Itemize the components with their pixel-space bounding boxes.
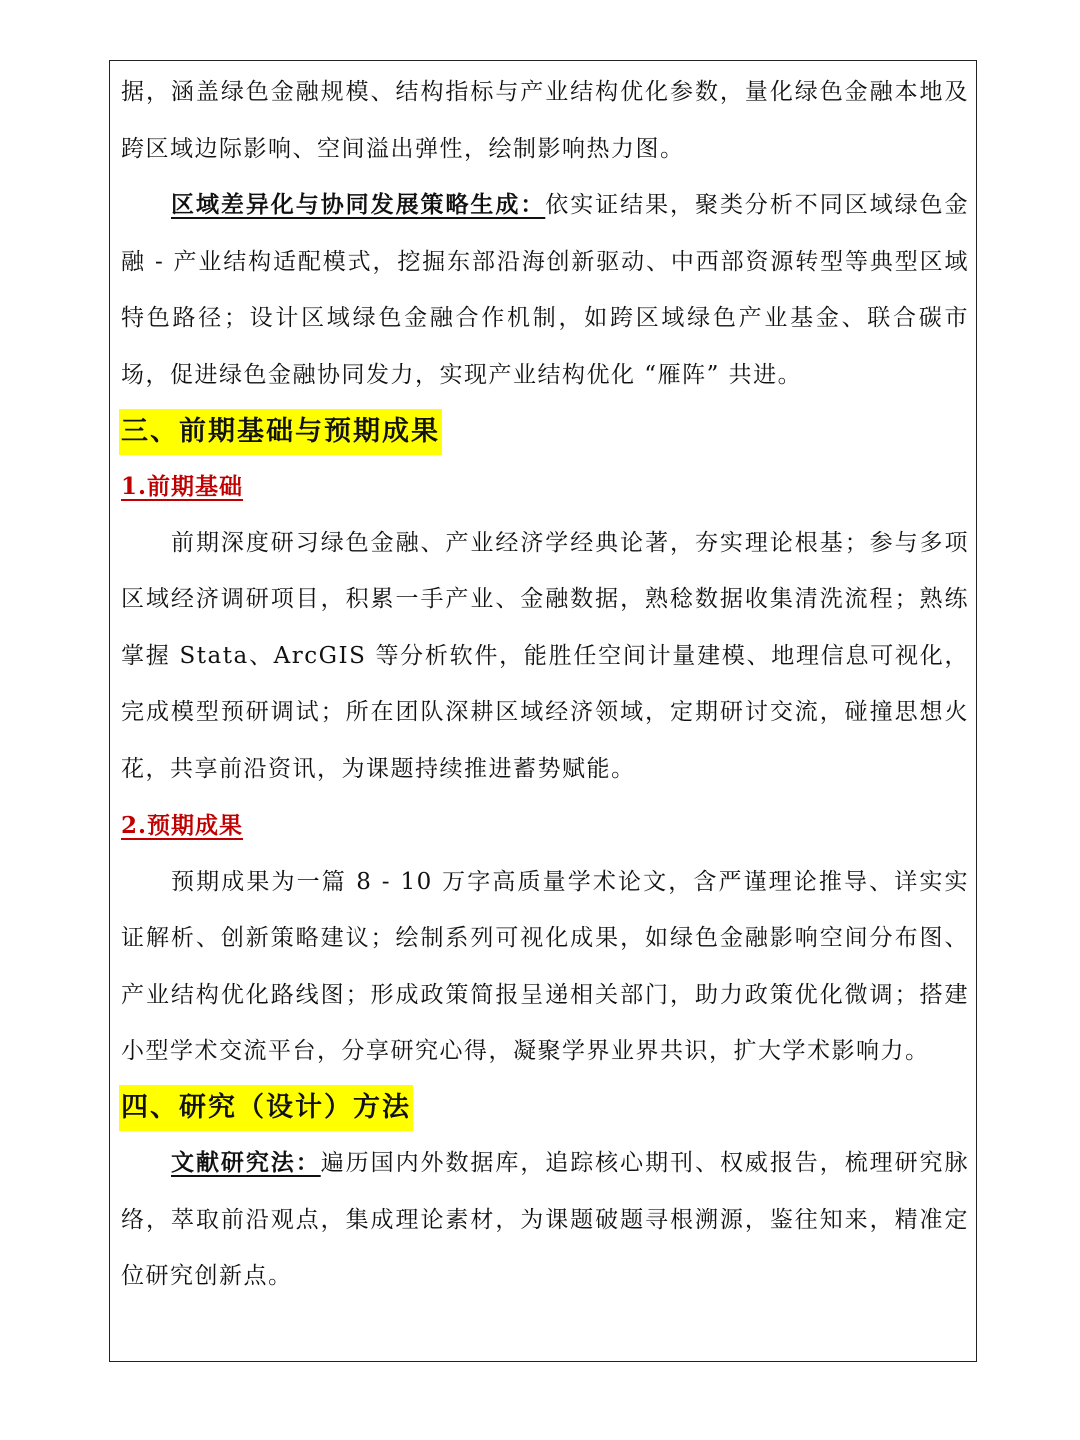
continuation-paragraph: 据，涵盖绿色金融规模、结构指标与产业结构优化参数，量化绿色金融本地及跨区域边际影响、空间溢出弹性，绘制影响热力图。 (121, 79, 969, 162)
outcomes-paragraph: 预期成果为一篇 8 - 10 万字高质量学术论文，含严谨理论推导、详实实证解析、创新策略建议；绘制系列可视化成果，如绿色金融影响空间分布图、产业结构优化路线图；形成政策简报呈递相关部门，助力政策优化微调；搭建小型学术交流平台，分享研究心得，凝聚学界业界共识，扩大学术影响力。 (121, 868, 969, 1065)
strategy-paragraph (121, 177, 969, 403)
literature-lead: 文献研究法： (171, 1148, 321, 1176)
section-4-heading: 四、研究（设计）方法 (119, 1085, 413, 1131)
document-body (121, 64, 969, 1305)
outcomes-subheading: 2.预期成果 (121, 811, 244, 839)
literature-text: 遍历国内外数据库，追踪核心期刊、权威报告，梳理研究脉络，萃取前沿观点，集成理论素材，为课题破题寻根溯源，鉴往知来，精准定位研究创新点。 (121, 1149, 970, 1290)
section-4-heading-row (121, 1080, 969, 1135)
literature-paragraph (121, 1135, 969, 1305)
foundation-paragraph: 前期深度研习绿色金融、产业经济学经典论著，夯实理论根基；参与多项区域经济调研项目，积累一手产业、金融数据，熟稔数据收集清洗流程；熟练掌握 Stata、ArcGIS 等分析软件，能胜任空间计量建模、地理信息可视化，完成模型预研调试；所在团队深耕区域经济领域，定期研讨交流，碰撞思想火花，共享前沿资讯，为课题持续推进蓄势赋能。 (121, 529, 969, 782)
foundation-subheading: 1.前期基础 (121, 472, 244, 500)
section-3-heading: 三、前期基础与预期成果 (119, 409, 442, 455)
strategy-lead: 区域差异化与协同发展策略生成： (171, 191, 546, 219)
strategy-text: 依实证结果，聚类分析不同区域绿色金融 - 产业结构适配模式，挖掘东部沿海创新驱动、中西部资源转型等典型区域特色路径；设计区域绿色金融合作机制，如跨区域绿色产业基金、联合碳市场，促进绿色金融协同发力，实现产业结构优化 “雁阵” 共进。 (121, 192, 970, 388)
section-3-heading-row (121, 404, 969, 459)
